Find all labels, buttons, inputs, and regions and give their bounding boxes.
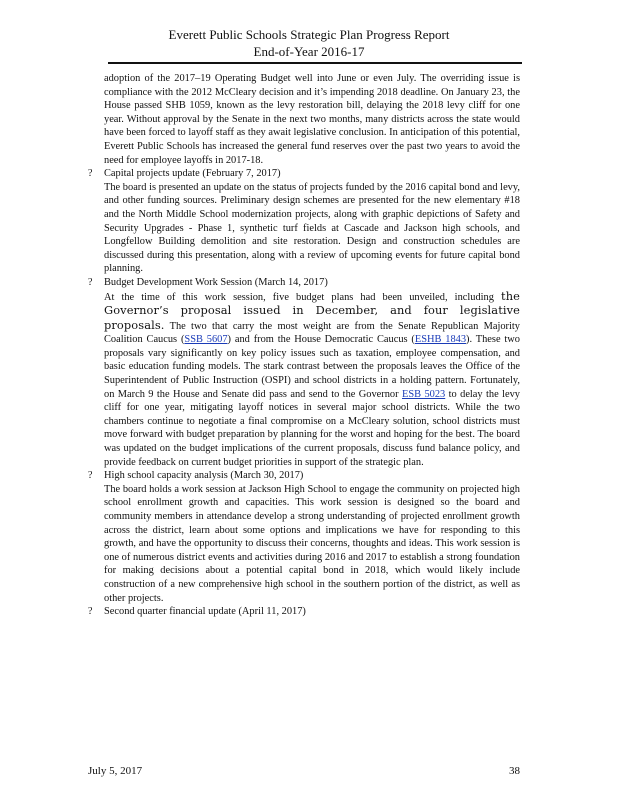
footer-date: July 5, 2017 bbox=[88, 765, 143, 777]
report-subtitle: End-of-Year 2016-17 bbox=[253, 44, 365, 59]
item-title: Budget Development Work Session (March 14, 2017) bbox=[104, 276, 328, 288]
item-text-part: to delay the levy cliff for one year, mitigating layoff notices in several major school districts. While the two chambers continue to negotiate a final compromise on a McCleary solution, school districts must move forward with budget preparation by planning for the worst and hoping for the best. The board was updated on the budget implications of the current proposals, discuss fund balance policy, and provide feedback on current budget priorities in support of the strategic plan. bbox=[104, 388, 520, 468]
list-item-capital-projects bbox=[88, 167, 520, 276]
report-header bbox=[0, 26, 618, 60]
report-body bbox=[88, 72, 520, 619]
item-text-part: ). These two proposals vary significantly on key policy issues such as taxation, employee compensation, and basic education funding models. The stark contrast between the proposals leaves the Office of the Superintendent of Public Instruction (OSPI) and school districts in a holding pattern. Fortunately, on March 9 the House and Senate did pass and send to the Governor bbox=[104, 334, 520, 400]
bill-link-ssb-5607[interactable]: SSB 5607 bbox=[184, 334, 228, 346]
report-title: Everett Public Schools Strategic Plan Progress Report bbox=[168, 27, 450, 42]
item-title: Capital projects update (February 7, 2017) bbox=[104, 168, 281, 180]
item-text-emphasis: the Governor’s proposal issued in December, and four legislative proposals. bbox=[104, 288, 520, 332]
page-number: 38 bbox=[509, 765, 520, 777]
bullet-marker: ? bbox=[88, 168, 93, 180]
item-text-part: At the time of this work session, five budget plans had been unveiled, including bbox=[104, 291, 494, 303]
header-divider bbox=[108, 62, 522, 64]
item-title: High school capacity analysis (March 30, 2017) bbox=[104, 470, 304, 482]
bullet-marker: ? bbox=[88, 606, 93, 618]
list-item-budget-development bbox=[88, 276, 520, 469]
item-text bbox=[104, 290, 520, 470]
item-text: The board is presented an update on the status of projects funded by the 2016 capital bond and levy, and other funding sources. Preliminary design schemes are presented for the new elementary #18 and the North Middle School modernization projects, along with graphic depictions of Safety and Security Upgrades - Phase 1, synthetic turf fields at Cascade and Jackson high schools, and Longfellow Building demolition and site restoration. Design and construction schedules are discussed during this presentation, along with a review of upcoming events for future capital bond planning. bbox=[104, 181, 520, 275]
item-text-part: ) and from the House Democratic Caucus ( bbox=[227, 334, 415, 346]
list-item-second-quarter bbox=[88, 605, 520, 619]
bill-link-eshb-1843[interactable]: ESHB 1843 bbox=[414, 334, 467, 346]
intro-paragraph: adoption of the 2017–19 Operating Budget well into June or even July. The overriding issue is compliance with the 2012 McCleary decision and it’s impending 2018 deadline. On January 23, the House passed SHB 1059, known as the levy restoration bill, delaying the 2018 levy cliff for one year. Without approval by the Senate in the next two months, many districts across the state would have been forced to layoff staff as they await legislative conclusion. In anticipation of this potential, Everett Public Schools has increased the general fund reserves over the past two years to avoid the need for employee layoffs in 2017-18. bbox=[104, 73, 520, 166]
item-title: Second quarter financial update (April 11, 2017) bbox=[104, 606, 306, 618]
item-text: The board holds a work session at Jackson High School to engage the community on projected high school enrollment growth and capacities. This work session is designed so the board and community members in attendance develop a strong understanding of projected enrollment growth across the district, learn about some options and implications we have for responding to this growth, and have the opportunity to discuss their concerns, thoughts and ideas. This work session is one of numerous district events and activities during 2016 and 2017 to establish a strong foundation for making decisions about a potential capital bond in 2018, which would likely include construction of a new comprehensive high school in the southern portion of the district, as well as other projects. bbox=[104, 483, 520, 604]
bullet-marker: ? bbox=[88, 276, 93, 288]
bullet-marker: ? bbox=[88, 470, 93, 482]
list-item-high-school-capacity bbox=[88, 469, 520, 605]
item-text-part: The two that carry the most weight are from the Senate Republican Majority Coalition Caucus ( bbox=[104, 320, 520, 346]
bill-link-esb-5023[interactable]: ESB 5023 bbox=[402, 388, 446, 400]
